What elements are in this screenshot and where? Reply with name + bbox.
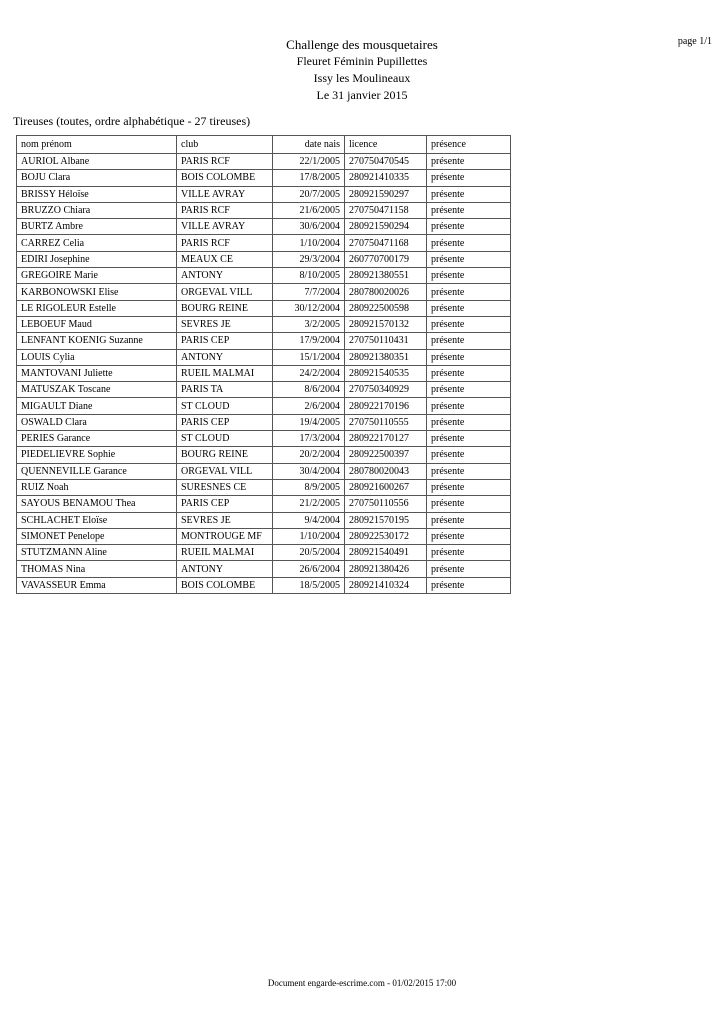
table-row	[17, 479, 511, 495]
cell-birthdate: 21/6/2005	[273, 202, 345, 218]
table-row	[17, 398, 511, 414]
cell-licence: 280922500397	[345, 447, 427, 463]
cell-licence: 280921570195	[345, 512, 427, 528]
cell-club: VILLE AVRAY	[177, 219, 273, 235]
table-row	[17, 170, 511, 186]
cell-presence: présente	[427, 333, 511, 349]
cell-club: ANTONY	[177, 349, 273, 365]
cell-presence: présente	[427, 431, 511, 447]
table-header-row	[17, 136, 511, 154]
document-footer: Document engarde-escrime.com - 01/02/2015 17:00	[267, 978, 457, 988]
cell-birthdate: 15/1/2004	[273, 349, 345, 365]
table-row	[17, 219, 511, 235]
cell-club: ST CLOUD	[177, 431, 273, 447]
cell-name: OSWALD Clara	[17, 414, 177, 430]
cell-club: SURESNES CE	[177, 479, 273, 495]
cell-presence: présente	[427, 300, 511, 316]
cell-presence: présente	[427, 577, 511, 593]
cell-club: PARIS RCF	[177, 235, 273, 251]
table-row	[17, 414, 511, 430]
cell-name: BOJU Clara	[17, 170, 177, 186]
cell-club: PARIS CEP	[177, 496, 273, 512]
cell-presence: présente	[427, 219, 511, 235]
cell-birthdate: 18/5/2005	[273, 577, 345, 593]
cell-licence: 280921590294	[345, 219, 427, 235]
cell-name: LENFANT KOENIG Suzanne	[17, 333, 177, 349]
cell-licence: 280922500598	[345, 300, 427, 316]
cell-licence: 270750340929	[345, 382, 427, 398]
cell-licence: 280780020026	[345, 284, 427, 300]
cell-club: PARIS RCF	[177, 202, 273, 218]
event-location: Issy les Moulineaux	[313, 71, 411, 85]
cell-name: CARREZ Celia	[17, 235, 177, 251]
cell-name: MANTOVANI Juliette	[17, 365, 177, 381]
table-row	[17, 235, 511, 251]
cell-name: PERIES Garance	[17, 431, 177, 447]
cell-name: SAYOUS BENAMOU Thea	[17, 496, 177, 512]
cell-presence: présente	[427, 463, 511, 479]
table-body	[17, 154, 511, 594]
cell-birthdate: 3/2/2005	[273, 316, 345, 332]
cell-presence: présente	[427, 528, 511, 544]
cell-name: THOMAS Nina	[17, 561, 177, 577]
cell-licence: 280921570132	[345, 316, 427, 332]
cell-licence: 270750110431	[345, 333, 427, 349]
event-category: Fleuret Féminin Pupillettes	[296, 54, 428, 68]
cell-licence: 270750110555	[345, 414, 427, 430]
document-header	[0, 36, 724, 104]
table-row	[17, 268, 511, 284]
cell-name: QUENNEVILLE Garance	[17, 463, 177, 479]
cell-birthdate: 30/4/2004	[273, 463, 345, 479]
cell-birthdate: 8/9/2005	[273, 479, 345, 495]
cell-name: STUTZMANN Aline	[17, 545, 177, 561]
cell-name: PIEDELIEVRE Sophie	[17, 447, 177, 463]
table-row	[17, 528, 511, 544]
table-row	[17, 561, 511, 577]
cell-name: LOUIS Cylia	[17, 349, 177, 365]
cell-name: BRUZZO Chiara	[17, 202, 177, 218]
table-row	[17, 382, 511, 398]
cell-licence: 280922530172	[345, 528, 427, 544]
cell-birthdate: 19/4/2005	[273, 414, 345, 430]
col-header-name: nom prénom	[17, 136, 177, 154]
cell-presence: présente	[427, 170, 511, 186]
cell-presence: présente	[427, 284, 511, 300]
col-header-club: club	[177, 136, 273, 154]
cell-name: MATUSZAK Toscane	[17, 382, 177, 398]
cell-birthdate: 24/2/2004	[273, 365, 345, 381]
cell-birthdate: 8/10/2005	[273, 268, 345, 284]
table-row	[17, 154, 511, 170]
table-row	[17, 365, 511, 381]
cell-birthdate: 30/6/2004	[273, 219, 345, 235]
cell-name: LE RIGOLEUR Estelle	[17, 300, 177, 316]
cell-name: SIMONET Penelope	[17, 528, 177, 544]
cell-birthdate: 9/4/2004	[273, 512, 345, 528]
cell-name: GREGOIRE Marie	[17, 268, 177, 284]
table-row	[17, 333, 511, 349]
cell-presence: présente	[427, 349, 511, 365]
cell-name: AURIOL Albane	[17, 154, 177, 170]
cell-name: BRISSY Héloïse	[17, 186, 177, 202]
table-row	[17, 202, 511, 218]
cell-presence: présente	[427, 545, 511, 561]
cell-name: BURTZ Ambre	[17, 219, 177, 235]
cell-birthdate: 7/7/2004	[273, 284, 345, 300]
cell-birthdate: 8/6/2004	[273, 382, 345, 398]
cell-birthdate: 26/6/2004	[273, 561, 345, 577]
cell-presence: présente	[427, 154, 511, 170]
cell-presence: présente	[427, 268, 511, 284]
cell-name: SCHLACHET Eloïse	[17, 512, 177, 528]
cell-club: ANTONY	[177, 561, 273, 577]
cell-birthdate: 1/10/2004	[273, 235, 345, 251]
table-row	[17, 186, 511, 202]
cell-name: RUIZ Noah	[17, 479, 177, 495]
cell-club: SEVRES JE	[177, 512, 273, 528]
cell-club: BOURG REINE	[177, 447, 273, 463]
cell-presence: présente	[427, 561, 511, 577]
event-date: Le 31 janvier 2015	[316, 88, 408, 102]
col-header-presence: présence	[427, 136, 511, 154]
cell-presence: présente	[427, 202, 511, 218]
cell-presence: présente	[427, 186, 511, 202]
cell-presence: présente	[427, 479, 511, 495]
table-row	[17, 463, 511, 479]
table-row	[17, 349, 511, 365]
cell-birthdate: 20/2/2004	[273, 447, 345, 463]
cell-club: PARIS TA	[177, 382, 273, 398]
cell-name: EDIRI Josephine	[17, 251, 177, 267]
fencers-table	[16, 135, 511, 594]
cell-club: SEVRES JE	[177, 316, 273, 332]
cell-club: VILLE AVRAY	[177, 186, 273, 202]
cell-club: BOURG REINE	[177, 300, 273, 316]
cell-birthdate: 22/1/2005	[273, 154, 345, 170]
cell-birthdate: 17/9/2004	[273, 333, 345, 349]
cell-presence: présente	[427, 512, 511, 528]
table-row	[17, 577, 511, 593]
cell-birthdate: 1/10/2004	[273, 528, 345, 544]
cell-presence: présente	[427, 447, 511, 463]
cell-presence: présente	[427, 251, 511, 267]
cell-presence: présente	[427, 316, 511, 332]
cell-licence: 280921540535	[345, 365, 427, 381]
table-row	[17, 512, 511, 528]
cell-birthdate: 17/8/2005	[273, 170, 345, 186]
cell-presence: présente	[427, 365, 511, 381]
cell-presence: présente	[427, 496, 511, 512]
table-row	[17, 251, 511, 267]
table-row	[17, 496, 511, 512]
cell-birthdate: 20/7/2005	[273, 186, 345, 202]
cell-licence: 280780020043	[345, 463, 427, 479]
cell-name: KARBONOWSKI Elise	[17, 284, 177, 300]
cell-club: PARIS CEP	[177, 414, 273, 430]
table-row	[17, 284, 511, 300]
cell-licence: 270750471158	[345, 202, 427, 218]
cell-club: BOIS COLOMBE	[177, 577, 273, 593]
cell-club: MONTROUGE MF	[177, 528, 273, 544]
cell-licence: 280922170196	[345, 398, 427, 414]
cell-licence: 280921540491	[345, 545, 427, 561]
cell-licence: 280922170127	[345, 431, 427, 447]
cell-club: RUEIL MALMAI	[177, 545, 273, 561]
cell-birthdate: 2/6/2004	[273, 398, 345, 414]
cell-presence: présente	[427, 235, 511, 251]
cell-licence: 270750471168	[345, 235, 427, 251]
cell-licence: 280921380351	[345, 349, 427, 365]
col-header-birthdate: date nais	[273, 136, 345, 154]
cell-licence: 280921380551	[345, 268, 427, 284]
cell-licence: 270750470545	[345, 154, 427, 170]
cell-licence: 270750110556	[345, 496, 427, 512]
cell-birthdate: 20/5/2004	[273, 545, 345, 561]
cell-licence: 280921410324	[345, 577, 427, 593]
cell-club: PARIS RCF	[177, 154, 273, 170]
cell-club: MEAUX CE	[177, 251, 273, 267]
cell-club: ORGEVAL VILL	[177, 284, 273, 300]
cell-birthdate: 29/3/2004	[273, 251, 345, 267]
cell-club: PARIS CEP	[177, 333, 273, 349]
cell-licence: 280921600267	[345, 479, 427, 495]
cell-name: VAVASSEUR Emma	[17, 577, 177, 593]
table-row	[17, 316, 511, 332]
cell-club: ANTONY	[177, 268, 273, 284]
cell-licence: 280921590297	[345, 186, 427, 202]
cell-birthdate: 30/12/2004	[273, 300, 345, 316]
cell-licence: 280921380426	[345, 561, 427, 577]
cell-club: ST CLOUD	[177, 398, 273, 414]
cell-birthdate: 21/2/2005	[273, 496, 345, 512]
col-header-licence: licence	[345, 136, 427, 154]
cell-birthdate: 17/3/2004	[273, 431, 345, 447]
event-title: Challenge des mousquetaires	[286, 37, 438, 52]
table-row	[17, 447, 511, 463]
page-number: page 1/1	[677, 36, 712, 47]
table-row	[17, 431, 511, 447]
list-caption: Tireuses (toutes, ordre alphabétique - 27 tireuses)	[13, 114, 251, 128]
cell-licence: 280921410335	[345, 170, 427, 186]
cell-club: RUEIL MALMAI	[177, 365, 273, 381]
cell-presence: présente	[427, 382, 511, 398]
table-row	[17, 300, 511, 316]
cell-presence: présente	[427, 398, 511, 414]
cell-licence: 260770700179	[345, 251, 427, 267]
cell-name: LEBOEUF Maud	[17, 316, 177, 332]
cell-presence: présente	[427, 414, 511, 430]
cell-name: MIGAULT Diane	[17, 398, 177, 414]
table-row	[17, 545, 511, 561]
cell-club: ORGEVAL VILL	[177, 463, 273, 479]
cell-club: BOIS COLOMBE	[177, 170, 273, 186]
